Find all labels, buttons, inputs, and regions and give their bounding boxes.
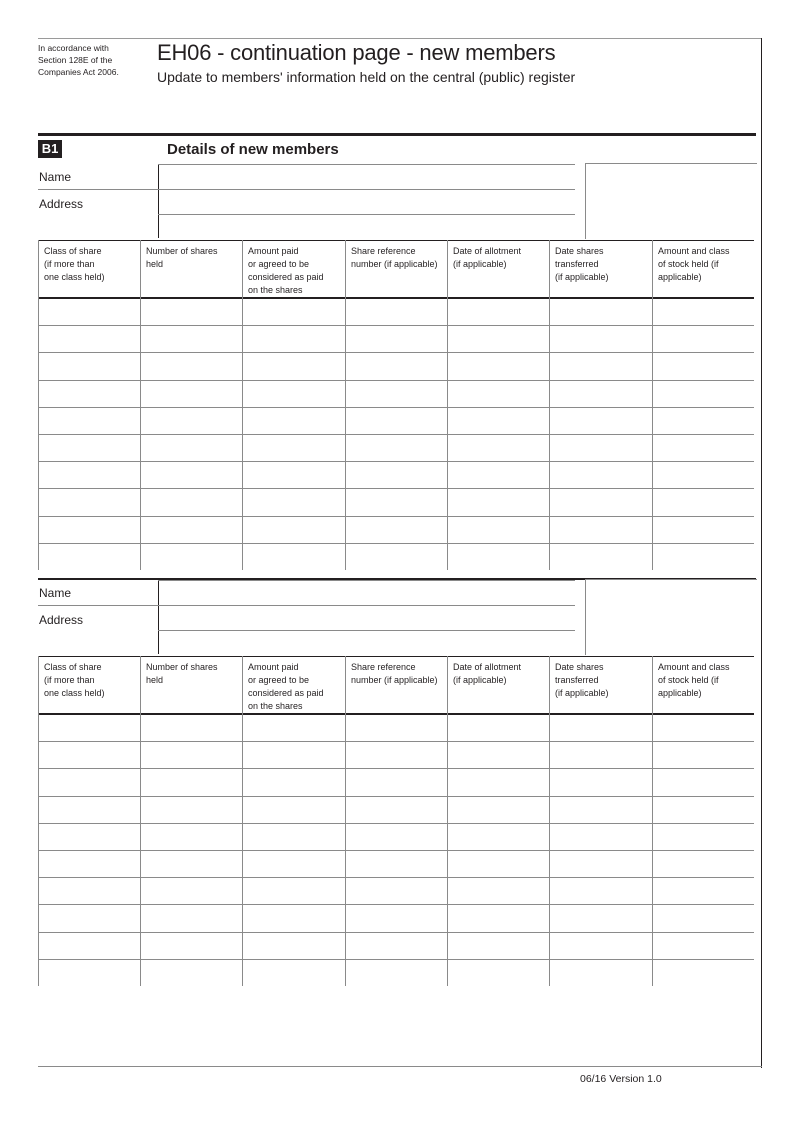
section-rule — [38, 133, 756, 136]
table-cell[interactable] — [244, 770, 343, 793]
column-header-line: or agreed to be — [248, 259, 310, 269]
table-cell[interactable] — [40, 906, 138, 929]
table-cell[interactable] — [347, 825, 445, 848]
table-cell[interactable] — [551, 743, 650, 766]
table-cell[interactable] — [347, 798, 445, 821]
legal-line: In accordance with — [38, 43, 109, 53]
table-cell[interactable] — [142, 770, 240, 793]
table-cell[interactable] — [347, 906, 445, 929]
table-cell[interactable] — [551, 879, 650, 902]
table-column-line — [38, 240, 39, 570]
page-title: EH06 - continuation page - new members — [157, 40, 556, 65]
table-column-line — [447, 656, 448, 986]
table-column-line — [345, 240, 346, 570]
table-cell[interactable] — [654, 409, 752, 432]
table-cell[interactable] — [142, 961, 240, 984]
table-cell[interactable] — [551, 852, 650, 875]
table-cell[interactable] — [654, 852, 752, 875]
table-cell[interactable] — [347, 879, 445, 902]
table-cell[interactable] — [40, 879, 138, 902]
column-header-line: of stock held (if — [658, 675, 719, 685]
table-column-line — [140, 240, 141, 570]
table-cell[interactable] — [449, 545, 547, 568]
table-cell[interactable] — [551, 300, 650, 323]
column-header-line: Share reference — [351, 246, 416, 256]
table-column-line — [140, 656, 141, 986]
column-header — [351, 245, 445, 271]
table-row-line — [38, 741, 754, 742]
table-cell[interactable] — [449, 409, 547, 432]
name-field-top — [158, 164, 575, 165]
table-cell[interactable] — [244, 743, 343, 766]
table-cell[interactable] — [654, 743, 752, 766]
table-column-line — [38, 656, 39, 986]
column-header — [658, 661, 752, 700]
column-header-line: number (if applicable) — [351, 675, 438, 685]
table-cell[interactable] — [142, 852, 240, 875]
table-cell[interactable] — [551, 409, 650, 432]
table-cell[interactable] — [654, 961, 752, 984]
table-cell[interactable] — [40, 825, 138, 848]
table-cell[interactable] — [142, 879, 240, 902]
table-cell[interactable] — [347, 300, 445, 323]
table-row-line — [38, 407, 754, 408]
column-header-line: applicable) — [658, 688, 702, 698]
table-cell[interactable] — [654, 463, 752, 486]
table-cell[interactable] — [347, 716, 445, 739]
column-header-line: Share reference — [351, 662, 416, 672]
table-cell[interactable] — [347, 852, 445, 875]
column-header-line: (if more than — [44, 259, 95, 269]
table-cell[interactable] — [449, 906, 547, 929]
table-cell[interactable] — [40, 716, 138, 739]
side-box-top — [585, 579, 757, 580]
table-cell[interactable] — [244, 409, 343, 432]
table-cell[interactable] — [244, 518, 343, 541]
column-header-line: one class held) — [44, 272, 105, 282]
column-header-line: number (if applicable) — [351, 259, 438, 269]
table-cell[interactable] — [142, 906, 240, 929]
table-cell[interactable] — [40, 354, 138, 377]
table-cell[interactable] — [449, 300, 547, 323]
table-row-line — [38, 488, 754, 489]
table-column-line — [242, 240, 243, 570]
column-header — [146, 661, 240, 687]
table-cell[interactable] — [654, 716, 752, 739]
table-cell[interactable] — [40, 852, 138, 875]
table-row-line — [38, 516, 754, 517]
table-cell[interactable] — [449, 852, 547, 875]
table-cell[interactable] — [551, 961, 650, 984]
table-cell[interactable] — [142, 490, 240, 513]
table-cell[interactable] — [449, 770, 547, 793]
name-label: Name — [39, 586, 72, 600]
column-header-line: held — [146, 675, 164, 685]
section-badge: B1 — [38, 140, 62, 158]
address-label: Address — [39, 197, 84, 211]
table-column-line — [652, 240, 653, 570]
table-cell[interactable] — [142, 300, 240, 323]
table-cell[interactable] — [40, 436, 138, 459]
table-cell[interactable] — [347, 436, 445, 459]
table-cell[interactable] — [244, 716, 343, 739]
table-cell[interactable] — [347, 409, 445, 432]
column-header-line: Number of shares — [146, 662, 218, 672]
column-header-line: Class of share — [44, 662, 102, 672]
table-cell[interactable] — [449, 716, 547, 739]
table-row-line — [38, 823, 754, 824]
table-cell[interactable] — [654, 770, 752, 793]
column-header — [555, 245, 650, 284]
address-label: Address — [39, 613, 84, 627]
table-cell[interactable] — [142, 518, 240, 541]
table-row-line — [38, 877, 754, 878]
table-cell[interactable] — [244, 934, 343, 957]
column-header — [453, 661, 547, 687]
table-cell[interactable] — [40, 409, 138, 432]
table-cell[interactable] — [551, 906, 650, 929]
column-header-line: Amount paid — [248, 662, 299, 672]
table-cell[interactable] — [551, 463, 650, 486]
table-cell[interactable] — [449, 743, 547, 766]
column-header-line: transferred — [555, 675, 599, 685]
table-cell[interactable] — [142, 934, 240, 957]
table-cell[interactable] — [654, 354, 752, 377]
column-header — [248, 661, 343, 713]
column-header-line: (if applicable) — [555, 688, 609, 698]
table-cell[interactable] — [142, 327, 240, 350]
address-input[interactable] — [160, 192, 574, 236]
column-header — [248, 245, 343, 297]
column-header-line: (if applicable) — [555, 272, 609, 282]
table-cell[interactable] — [142, 825, 240, 848]
name-field-bottom — [38, 189, 575, 190]
table-cell[interactable] — [347, 743, 445, 766]
table-header-bottom — [38, 297, 754, 299]
table-row-line — [38, 959, 754, 960]
table-cell[interactable] — [654, 906, 752, 929]
table-cell[interactable] — [654, 879, 752, 902]
name-field-top — [158, 580, 575, 581]
table-header-top — [38, 240, 754, 241]
table-cell[interactable] — [244, 300, 343, 323]
table-cell[interactable] — [654, 825, 752, 848]
table-cell[interactable] — [449, 798, 547, 821]
legal-line: Companies Act 2006. — [38, 67, 119, 77]
table-cell[interactable] — [449, 327, 547, 350]
table-cell[interactable] — [449, 382, 547, 405]
table-column-line — [447, 240, 448, 570]
table-cell[interactable] — [551, 934, 650, 957]
name-input[interactable] — [160, 166, 574, 188]
table-cell[interactable] — [449, 463, 547, 486]
table-cell[interactable] — [551, 545, 650, 568]
table-cell[interactable] — [142, 463, 240, 486]
name-field-left-edge — [158, 164, 159, 189]
table-header-bottom — [38, 713, 754, 715]
column-header-line: Amount and class — [658, 246, 730, 256]
table-cell[interactable] — [449, 961, 547, 984]
column-header-line: or agreed to be — [248, 675, 310, 685]
table-cell[interactable] — [449, 436, 547, 459]
table-cell[interactable] — [347, 518, 445, 541]
table-cell[interactable] — [142, 409, 240, 432]
column-header-line: applicable) — [658, 272, 702, 282]
table-cell[interactable] — [449, 490, 547, 513]
table-cell[interactable] — [551, 490, 650, 513]
table-column-line — [549, 240, 550, 570]
table-cell[interactable] — [551, 716, 650, 739]
table-cell[interactable] — [40, 518, 138, 541]
column-header — [351, 661, 445, 687]
table-cell[interactable] — [449, 354, 547, 377]
table-cell[interactable] — [654, 798, 752, 821]
table-row-line — [38, 434, 754, 435]
column-header-line: (if applicable) — [453, 675, 507, 685]
table-cell[interactable] — [347, 327, 445, 350]
side-box-left — [585, 579, 586, 655]
table-cell[interactable] — [40, 743, 138, 766]
table-cell[interactable] — [244, 545, 343, 568]
name-input[interactable] — [160, 582, 574, 604]
table-cell[interactable] — [40, 545, 138, 568]
column-header-line: of stock held (if — [658, 259, 719, 269]
table-column-line — [345, 656, 346, 986]
table-cell[interactable] — [347, 934, 445, 957]
table-cell[interactable] — [449, 825, 547, 848]
address-input[interactable] — [160, 608, 574, 652]
table-cell[interactable] — [244, 961, 343, 984]
column-header — [555, 661, 650, 700]
table-column-line — [652, 656, 653, 986]
column-header — [453, 245, 547, 271]
column-header-line: on the shares — [248, 701, 303, 711]
table-cell[interactable] — [40, 382, 138, 405]
table-row-line — [38, 352, 754, 353]
table-cell[interactable] — [347, 354, 445, 377]
table-row-line — [38, 768, 754, 769]
table-cell[interactable] — [40, 934, 138, 957]
table-cell[interactable] — [142, 798, 240, 821]
table-cell[interactable] — [40, 770, 138, 793]
column-header-line: considered as paid — [248, 688, 324, 698]
table-cell[interactable] — [347, 545, 445, 568]
table-row-line — [38, 850, 754, 851]
table-row-line — [38, 904, 754, 905]
table-cell[interactable] — [551, 354, 650, 377]
table-cell[interactable] — [551, 436, 650, 459]
table-cell[interactable] — [654, 436, 752, 459]
column-header-line: on the shares — [248, 285, 303, 295]
table-cell[interactable] — [551, 798, 650, 821]
table-cell[interactable] — [142, 545, 240, 568]
section-title: Details of new members — [167, 141, 339, 158]
table-cell[interactable] — [142, 716, 240, 739]
side-box-top — [585, 163, 757, 164]
table-cell[interactable] — [551, 382, 650, 405]
table-cell[interactable] — [449, 879, 547, 902]
page-top-border — [38, 38, 762, 39]
name-field-left-edge — [158, 580, 159, 605]
table-cell[interactable] — [654, 545, 752, 568]
name-label: Name — [39, 170, 72, 184]
column-header-line: considered as paid — [248, 272, 324, 282]
table-column-line — [242, 656, 243, 986]
column-header-line: Amount and class — [658, 662, 730, 672]
table-cell[interactable] — [654, 518, 752, 541]
table-cell[interactable] — [347, 961, 445, 984]
table-cell[interactable] — [142, 436, 240, 459]
column-header-line: (if more than — [44, 675, 95, 685]
column-header-line: Date shares — [555, 662, 604, 672]
column-header-line: held — [146, 259, 164, 269]
table-cell[interactable] — [244, 879, 343, 902]
table-row-line — [38, 461, 754, 462]
name-field-bottom — [38, 605, 575, 606]
table-cell[interactable] — [40, 798, 138, 821]
table-cell[interactable] — [40, 490, 138, 513]
column-header-line: (if applicable) — [453, 259, 507, 269]
column-header-line: Date shares — [555, 246, 604, 256]
table-cell[interactable] — [244, 382, 343, 405]
side-box-left — [585, 163, 586, 239]
table-cell[interactable] — [654, 382, 752, 405]
column-header — [44, 661, 138, 700]
page-subtitle: Update to members' information held on the central (public) register — [157, 69, 576, 85]
table-cell[interactable] — [551, 825, 650, 848]
table-cell[interactable] — [244, 436, 343, 459]
table-cell[interactable] — [449, 934, 547, 957]
table-row-line — [38, 932, 754, 933]
table-cell[interactable] — [654, 327, 752, 350]
page-right-border — [761, 38, 762, 1068]
table-cell[interactable] — [142, 743, 240, 766]
version-label: 06/16 Version 1.0 — [580, 1073, 662, 1085]
table-cell[interactable] — [244, 327, 343, 350]
table-cell[interactable] — [244, 825, 343, 848]
table-cell[interactable] — [347, 490, 445, 513]
table-header-top — [38, 656, 754, 657]
table-cell[interactable] — [347, 770, 445, 793]
table-cell[interactable] — [244, 354, 343, 377]
column-header-line: Number of shares — [146, 246, 218, 256]
table-row-line — [38, 325, 754, 326]
column-header-line: Date of allotment — [453, 662, 522, 672]
column-header — [658, 245, 752, 284]
table-cell[interactable] — [142, 354, 240, 377]
table-cell[interactable] — [449, 518, 547, 541]
table-cell[interactable] — [244, 798, 343, 821]
table-cell[interactable] — [654, 300, 752, 323]
table-row-line — [38, 796, 754, 797]
table-cell[interactable] — [551, 770, 650, 793]
table-column-line — [549, 656, 550, 986]
table-cell[interactable] — [244, 852, 343, 875]
table-cell[interactable] — [142, 382, 240, 405]
table-cell[interactable] — [40, 463, 138, 486]
footer-rule — [38, 1066, 762, 1067]
table-cell[interactable] — [40, 961, 138, 984]
table-cell[interactable] — [551, 327, 650, 350]
table-cell[interactable] — [40, 327, 138, 350]
legal-line: Section 128E of the — [38, 55, 113, 65]
table-cell[interactable] — [244, 906, 343, 929]
column-header — [146, 245, 240, 271]
table-cell[interactable] — [654, 934, 752, 957]
column-header-line: Amount paid — [248, 246, 299, 256]
table-cell[interactable] — [347, 382, 445, 405]
table-cell[interactable] — [654, 490, 752, 513]
table-row-line — [38, 380, 754, 381]
table-cell[interactable] — [347, 463, 445, 486]
column-header — [44, 245, 138, 284]
table-cell[interactable] — [244, 463, 343, 486]
column-header-line: one class held) — [44, 688, 105, 698]
column-header-line: Class of share — [44, 246, 102, 256]
table-cell[interactable] — [244, 490, 343, 513]
column-header-line: transferred — [555, 259, 599, 269]
table-cell[interactable] — [551, 518, 650, 541]
column-header-line: Date of allotment — [453, 246, 522, 256]
table-row-line — [38, 543, 754, 544]
legal-reference — [38, 42, 138, 78]
table-cell[interactable] — [40, 300, 138, 323]
